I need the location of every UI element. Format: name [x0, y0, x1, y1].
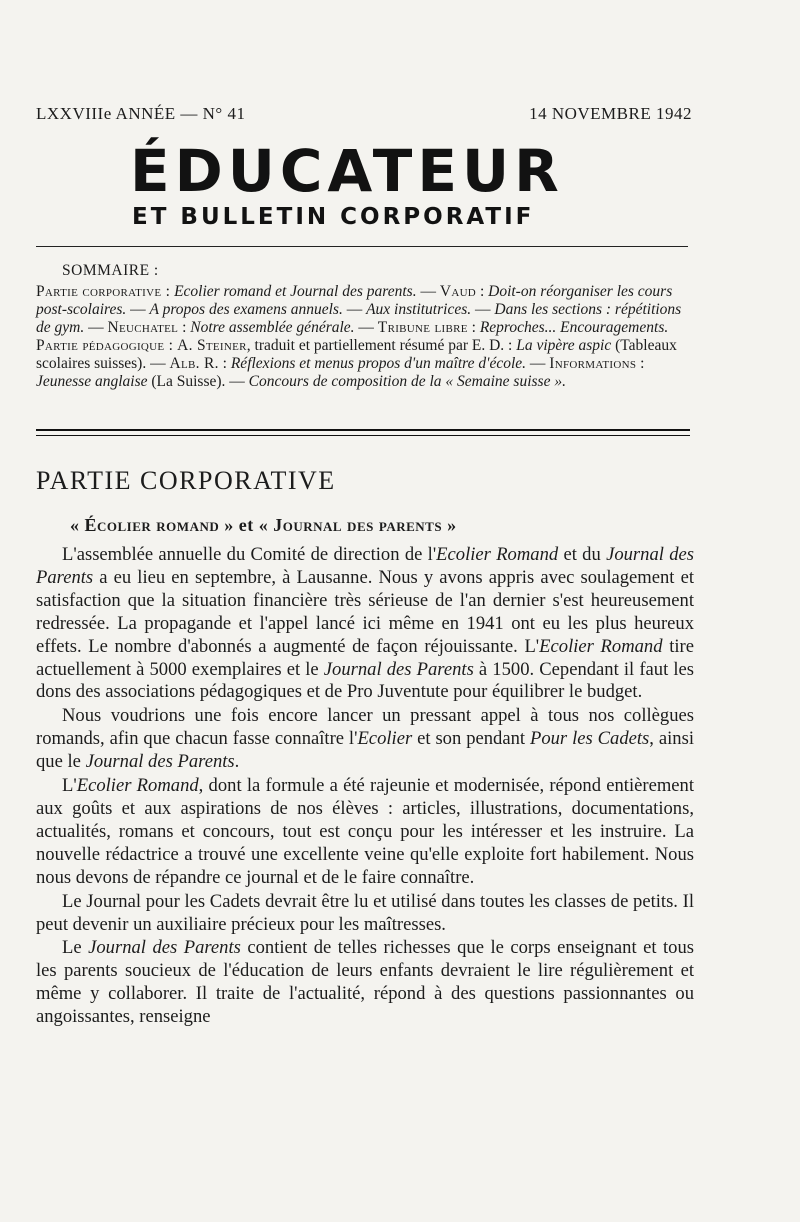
toc-colon: : — [182, 319, 187, 336]
text: Le — [62, 937, 89, 959]
toc-region: Vaud — [439, 283, 477, 300]
toc-colon: : — [471, 319, 476, 336]
text: Ecolier Romand — [436, 544, 559, 565]
article-title-part: Journal des parents — [273, 515, 443, 535]
text: Journal des Parents — [36, 544, 694, 588]
text: Ecolier — [357, 728, 413, 750]
masthead-title: ÉDUCATEUR — [130, 137, 564, 205]
issue-date: 14 NOVEMBRE 1942 — [529, 104, 692, 123]
toc-separator: — — [420, 283, 436, 300]
toc-region: Informations — [549, 355, 637, 372]
article-title-part: Écolier romand — [84, 515, 220, 535]
toc-text: (Tableaux scolaires suisses). — [36, 337, 677, 372]
toc-separator: — — [229, 373, 245, 390]
paragraph-2 — [36, 705, 694, 774]
text: à 1500. Cependant il faut les dons des associations pédagogiques et de Pro Juventute pour équilibrer le budget. — [36, 658, 695, 703]
toc-item: Réflexions et menus propos d'un maître d'école. — [230, 355, 527, 372]
toc-separator: — — [88, 319, 104, 336]
toc-item: Concours de composition de la « Semaine suisse ». — [248, 373, 566, 390]
toc-separator: — — [475, 301, 491, 318]
text: Journal des Parents — [88, 937, 241, 959]
paragraph-1 — [36, 544, 694, 704]
toc-item: Jeunesse anglaise — [36, 373, 148, 390]
text: et son pendant — [412, 728, 530, 750]
issue-header — [36, 104, 692, 124]
text: . — [234, 751, 240, 773]
toc-colon: : — [479, 283, 485, 300]
toc-author: Alb. R. — [169, 355, 219, 372]
masthead-subtitle: ET BULLETIN CORPORATIF — [132, 204, 535, 230]
toc-separator: — — [150, 355, 166, 372]
toc-colon: : — [222, 355, 227, 372]
toc-item: Dans les sections : répétitions de gym. — [36, 301, 682, 336]
text: Nous voudrions une fois encore lancer un pressant appel à tous nos collègues romands, afin que chacun fasse connaître l' — [36, 705, 694, 750]
text: L'assemblée annuelle du Comité de direction de l' — [62, 544, 437, 565]
toc-item: Ecolier romand et Journal des parents. — [174, 283, 417, 300]
toc-item: Doit-on réorganiser les cours post-scolaires. — [36, 283, 673, 318]
text: L' — [62, 775, 77, 797]
text: Ecolier Romand — [539, 635, 663, 657]
toc-section-label: Partie corporative : — [36, 283, 171, 300]
toc-separator: — — [529, 355, 546, 372]
text: contient de telles richesses que le corps enseignant et tous les parents soucieux de l'éducation de leurs enfants devraient le lire régulièrement et même y collaborer. Il traite de l'actualité, répond à des questions passionnantes ou angoissantes, renseigne — [36, 937, 695, 1028]
text: Pour les Cadets — [529, 728, 650, 750]
toc-separator: — — [346, 301, 363, 318]
toc-item: Reproches... Encouragements. — [479, 319, 669, 336]
toc-region: Neuchatel — [107, 319, 179, 336]
article-body — [36, 544, 694, 1030]
section-title: PARTIE CORPORATIVE — [36, 466, 336, 495]
text: et du — [558, 544, 607, 565]
table-of-contents — [36, 262, 690, 391]
text: , ainsi que le — [36, 728, 694, 773]
quote-open: « — [70, 515, 85, 535]
paragraph-4: Le Journal pour les Cadets devrait être lu et utilisé dans toutes les classes de petits. Il peut devenir un auxiliaire précieux pour les maîtresses. — [36, 890, 694, 935]
text: Ecolier Romand — [76, 775, 199, 797]
toc-separator: — — [130, 301, 146, 318]
toc-item: La vipère aspic — [516, 337, 612, 354]
toc-item: A propos des examens annuels. — [149, 301, 343, 318]
toc-section-label: Partie pédagogique : — [36, 337, 174, 354]
toc-item: Aux institutrices. — [366, 301, 472, 318]
toc-item: Notre assemblée générale. — [190, 319, 355, 336]
text: Journal des Parents — [85, 751, 235, 773]
toc-region: Tribune libre — [377, 319, 468, 336]
quote-close: » — [442, 515, 457, 535]
toc-entry-corporative — [36, 283, 690, 337]
paragraph-5 — [36, 937, 694, 1029]
text: , dont la formule a été rajeunie et modernisée, répond entièrement aux goûts et aux aspirations de nos élèves : articles, illustrations, documentations, actualités, romans et concours, tout est conçu pour les intéresser et les instruire. La nouvelle rédactrice a trouvé une excellente veine qu'elle exploite fort habilement. Nous nous devons de répandre ce journal et de le faire connaître. — [36, 775, 694, 888]
section-divider — [36, 429, 690, 436]
article-title-part: » et « — [219, 515, 274, 535]
text: a eu lieu en septembre, à Lausanne. Nous y avons appris avec soulagement et satisfaction que la situation financière très sérieuse de l'an dernier s'est heureusement redressée. La propagande et l'appel lancé ici même en 1941 ont eu les plus heureux effets. Le nombre d'abonnés a augmenté de façon réjouissante. L' — [36, 566, 694, 657]
text: tire actuellement à 5000 exemplaires et le — [36, 635, 694, 680]
toc-heading: SOMMAIRE : — [62, 262, 159, 279]
text: Journal des Parents — [323, 658, 474, 680]
toc-author: A. Steiner — [177, 337, 247, 354]
article-title — [70, 515, 690, 536]
toc-separator: — — [358, 319, 374, 336]
masthead-divider — [36, 246, 688, 247]
paragraph-3 — [36, 775, 694, 890]
toc-entry-pedagogique — [36, 337, 690, 391]
toc-text: (La Suisse). — [151, 373, 226, 390]
issue-volume: LXXVIIIe ANNÉE — N° 41 — [36, 104, 246, 123]
toc-text: , traduit et partiellement résumé par E. D. : — [246, 337, 513, 354]
toc-colon: : — [640, 355, 645, 372]
